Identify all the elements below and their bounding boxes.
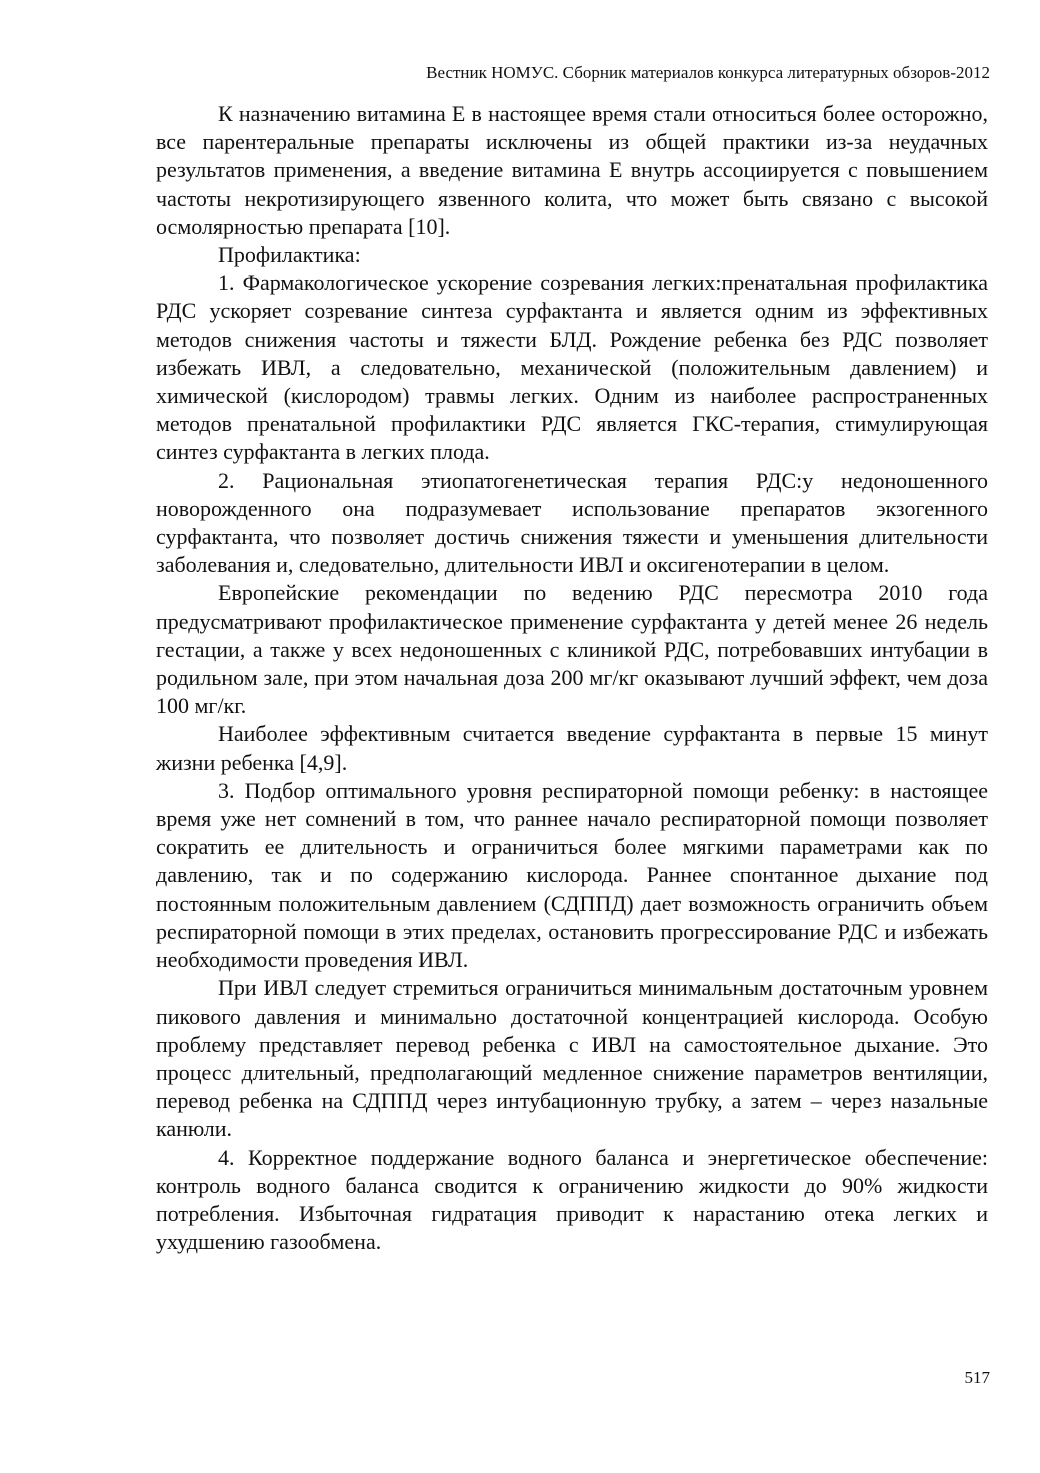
paragraph-vitamin-e: К назначению витамина Е в настоящее время стали относиться более осторожно, все парентеральные препараты исключены из общей практики из-за неудачных результатов применения, а введение витамина Е внутрь ассоциируется с повышением частоты некротизирующего язвенного колита, что может быть связано с высокой осмолярностью препарата [10]. (156, 101, 988, 239)
paragraph-surfactant-timing: Наиболее эффективным считается введение сурфактанта в первые 15 минут жизни ребенка [4,9]. (156, 721, 988, 775)
body-text (156, 100, 988, 1256)
paragraph-ventilation: При ИВЛ следует стремиться ограничиться минимальным достаточным уровнем пикового давления и минимально достаточной концентрацией кислорода. Особую проблему представляет перевод ребенка с ИВЛ на самостоятельное дыхание. Это процесс длительный, предполагающий медленное снижение параметров вентиляции, перевод ребенка на СДППД через интубационную трубку, а затем – через назальные канюли. (156, 975, 988, 1142)
paragraph-prophylaxis-heading: Профилактика: (218, 242, 361, 268)
page-number: 517 (964, 1368, 990, 1387)
paragraph-european-guidelines: Европейские рекомендации по ведению РДС пересмотра 2010 года предусматривают профилактическое применение сурфактанта у детей менее 26 недель гестации, а также у всех недоношенных с клиникой РДС, потребовавших интубации в родильном зале, при этом начальная доза 200 мг/кг оказывают лучший эффект, чем доза 100 мг/кг. (156, 580, 988, 719)
paragraph-item-2: 2. Рациональная этиопатогенетическая терапия РДС:у недоношенного новорожденного она подразумевает использование препаратов экзогенного сурфактанта, что позволяет достичь снижения тяжести и уменьшения длительности заболевания и, следовательно, длительности ИВЛ и оксигенотерапии в целом. (156, 467, 988, 578)
paragraph-item-3: 3. Подбор оптимального уровня респираторной помощи ребенку: в настоящее время уже нет сомнений в том, что раннее начало респираторной помощи позволяет сократить ее длительность и ограничиться более мягкими параметрами как по давлению, так и по содержанию кислорода. Раннее спонтанное дыхание под постоянным положительным давлением (СДППД) дает возможность ограничить объем респираторной помощи в этих пределах, остановить прогрессирование РДС и избежать необходимости проведения ИВЛ. (156, 777, 988, 973)
running-header: Вестник НОМУС. Сборник материалов конкурса литературных обзоров-2012 (426, 63, 990, 82)
paragraph-item-4: 4. Корректное поддержание водного баланса и энергетическое обеспечение: контроль водного баланса сводится к ограничению жидкости до 90% жидкости потребления. Избыточная гидратация приводит к нарастанию отека легких и ухудшению газообмена. (156, 1144, 988, 1255)
paragraph-item-1: 1. Фармакологическое ускорение созревания легких:пренатальная профилактика РДС ускоряет созревание синтеза сурфактанта и является одним из эффективных методов снижения частоты и тяжести БЛД. Рождение ребенка без РДС позволяет избежать ИВЛ, а следовательно, механической (положительным давлением) и химической (кислородом) травмы легких. Одним из наиболее распространенных методов пренатальной профилактики РДС является ГКС-терапия, стимулирующая синтез сурфактанта в легких плода. (156, 270, 988, 465)
